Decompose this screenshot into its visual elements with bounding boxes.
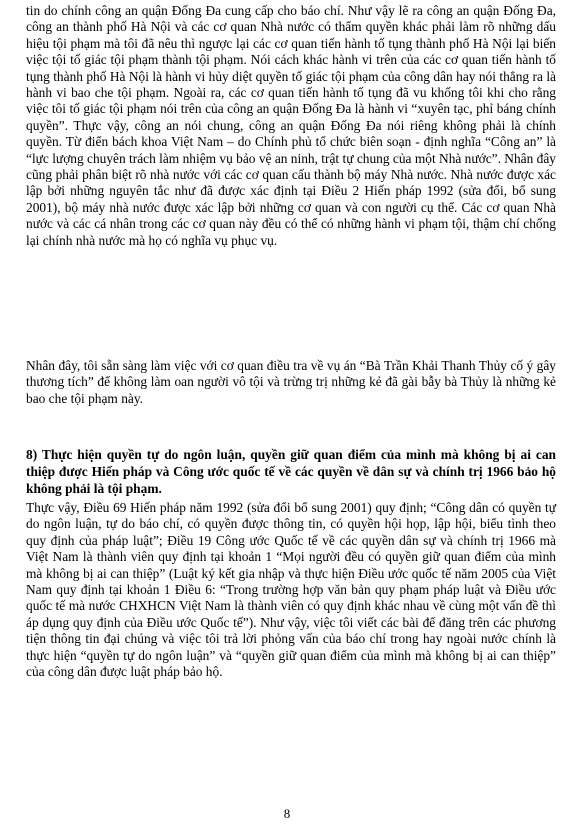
body-paragraph: Thực vậy, Điều 69 Hiến pháp năm 1992 (sửa đổi bổ sung 2001) quy định; “Công dân có quyền tự do ngôn luận, tự do báo chí, có quyền được thông tin, có quyền hội họp, lập hội, biểu tình theo quy định của pháp luật”; Điều 19 Công ước Quốc tế về các quyền dân sự và chính trị 1966 mà Việt Nam là thành viên quy định tại khoản 1 “Mọi người đều có quyền giữ quan điểm của mình mà không bị ai can thiệp” (Luật ký kết gia nhập và thực hiện Điều ước quốc tế năm 2005 của Việt Nam quy định tại khoản 1 Điều 6: “Trong trường hợp văn bản quy phạm pháp luật và Điều ước quốc tế mà nước CHXHCN Việt Nam là thành viên có quy định khác nhau về cùng một vấn đề thì áp dụng quy định của Điều ước Quốc tế”). Như vậy, việc tôi viết các bài để đăng trên các phương tiện thông tin đại chúng và việc tôi trả lời phỏng vấn của báo chí trong hay ngoài nước chính là thực hiện “quyền tự do ngôn luận” và “quyền giữ quan điểm của mình mà không bị ai can thiệp” của công dân được luật pháp bảo hộ. [26,500,556,680]
body-paragraph: tin do chính công an quận Đống Đa cung cấp cho báo chí. Như vậy lẽ ra công an quận Đống Đa, công an thành phố Hà Nội và các cơ quan Nhà nước có thẩm quyền khác phải làm rõ những dấu hiệu tội phạm mà tôi đã nêu thì ngược lại các cơ quan tiến hành tố tụng thành phố Hà Nội lại biến việc tội tố giác tội phạm thành tội phạm. Nói cách khác hành vi trên của các cơ quan tiến hành tố tụng thành phố Hà Nội là hành vi hủy diệt quyền tố giác tội phạm của công dân hay nói thẳng ra là hành vi bao che tội phạm. Ngoài ra, các cơ quan tiến hành tố tụng đã vu khống tôi khi cho rằng việc tôi tố giác tội phạm nói trên của công an quận Đống Đa là hành vi “xuyên tạc, phỉ báng chính quyền”. Thực vậy, công an nói chung, công an quận Đống Đa nói riêng không phải là chính quyền. Từ điển bách khoa Việt Nam – do Chính phủ tổ chức biên soạn - định nghĩa “Công an” là “lực lượng chuyên trách làm nhiệm vụ bảo vệ an ninh, trật tự chung của một Nhà nước”. Nhân đây cũng phải phân biệt rõ nhà nước với các cơ quan cấu thành bộ máy Nhà nước. Nhà nước được xác lập bởi những nguyên tắc như đã được xác định tại Điều 2 Hiến pháp 1992 (sửa đổi, bổ sung 2001), bộ máy nhà nước được xác lập bởi những cơ quan và con người cụ thể. Các cơ quan Nhà nước và các cá nhân trong các cơ quan này đều có thể có những hành vi phạm tội, thậm chí chống lại chính nhà nước mà họ có nghĩa vụ phục vụ. [26,3,556,248]
body-paragraph: Nhân đây, tôi sẵn sàng làm việc với cơ quan điều tra về vụ án “Bà Trần Khải Thanh Thủy cố ý gây thương tích” để không làm oan người vô tội và trừng trị những kẻ đã gài bẫy bà Thủy là những kẻ bao che tội phạm này. [26,358,556,406]
page-number: 8 [283,806,291,821]
section-heading: 8) Thực hiện quyền tự do ngôn luận, quyền giữ quan điểm của mình mà không bị ai can thiệp được Hiến pháp và Công ước quốc tế về các quyền về dân sự và chính trị 1966 bảo hộ không phải là tội phạm. [26,447,556,496]
